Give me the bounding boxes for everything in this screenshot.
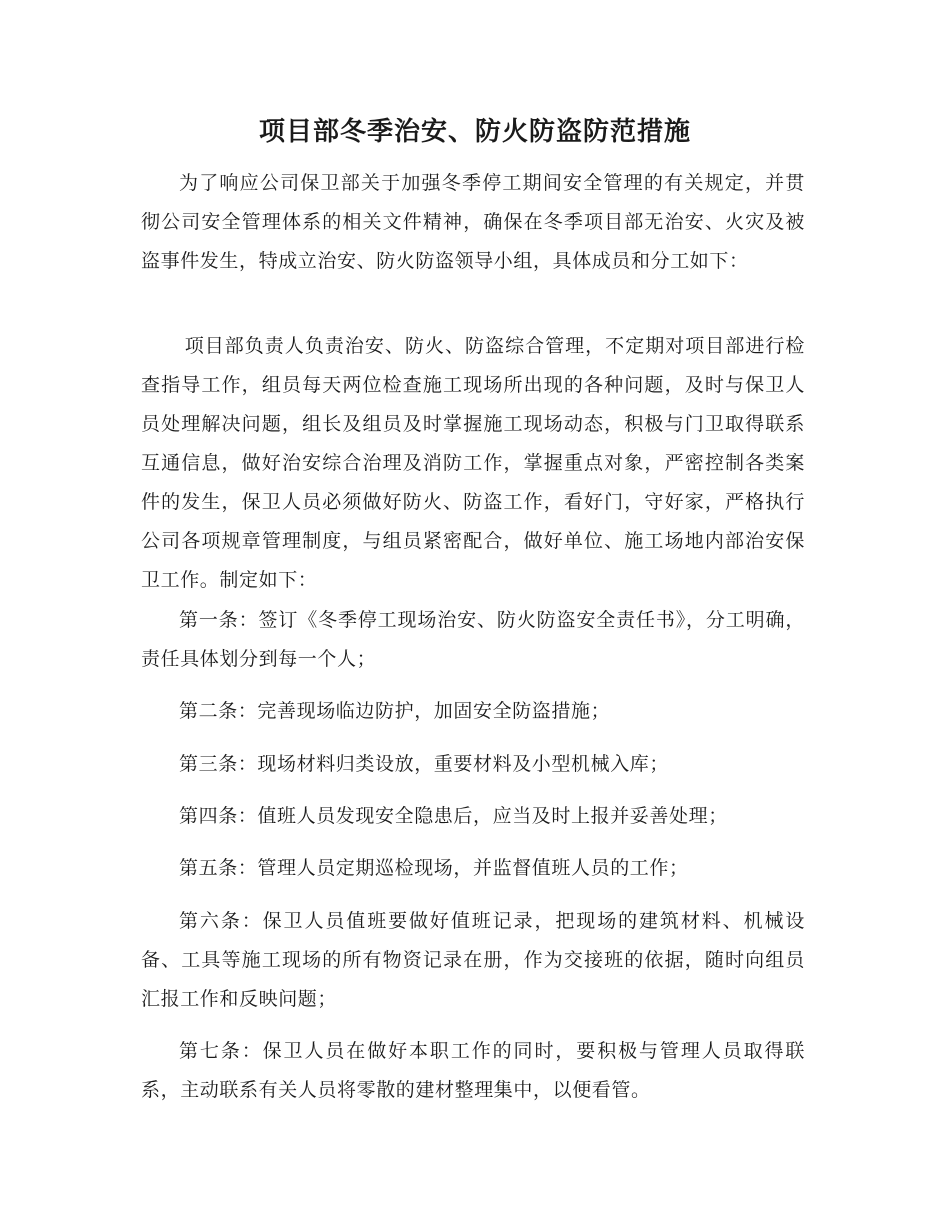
article-3-paragraph: 第三条：现场材料归类设放，重要材料及小型机械入库； [179,753,670,775]
responsibility-paragraph: 项目部负责人负责治安、防火、防盗综合管理，不定期对项目部进行检查指导工作，组员每天两位检查施工现场所出现的各种问题，及时与保卫人员处理解决问题，组长及组员及时掌握施工现场动态，积极与门卫取得联系互通信息，做好治安综合治理及消防工作，掌握重点对象，严密控制各类案件的发生，保卫人员必须做好防火、防盗工作，看好门，守好家，严格执行公司各项规章管理制度，与组员紧密配合，做好单位、施工场地内部治安保卫工作。制定如下： [141,335,805,591]
document-title: 项目部冬季治安、防火防盗防范措施 [258,117,691,147]
article-6-paragraph: 第六条：保卫人员值班要做好值班记录，把现场的建筑材料、机械设备、工具等施工现场的所有物资记录在册，作为交接班的依据，随时向组员汇报工作和反映问题； [141,910,805,1010]
article-4-paragraph: 第四条：值班人员发现安全隐患后，应当及时上报并妥善处理； [179,805,728,827]
article-2-paragraph: 第二条：完善现场临边防护，加固安全防盗措施； [179,700,611,722]
intro-paragraph: 为了响应公司保卫部关于加强冬季停工期间安全管理的有关规定，并贯彻公司安全管理体系的相关文件精神，确保在冬季项目部无治安、火灾及被盗事件发生，特成立治安、防火防盗领导小组，具体成员和分工如下： [141,172,805,272]
article-5-paragraph: 第五条：管理人员定期巡检现场，并监督值班人员的工作； [179,857,689,879]
article-1-paragraph: 第一条：签订《冬季停工现场治安、防火防盗安全责任书》，分工明确，责任具体划分到每一个人； [141,609,805,670]
article-7-paragraph: 第七条：保卫人员在做好本职工作的同时，要积极与管理人员取得联系，主动联系有关人员将零散的建材整理集中，以便看管。 [141,1040,805,1101]
